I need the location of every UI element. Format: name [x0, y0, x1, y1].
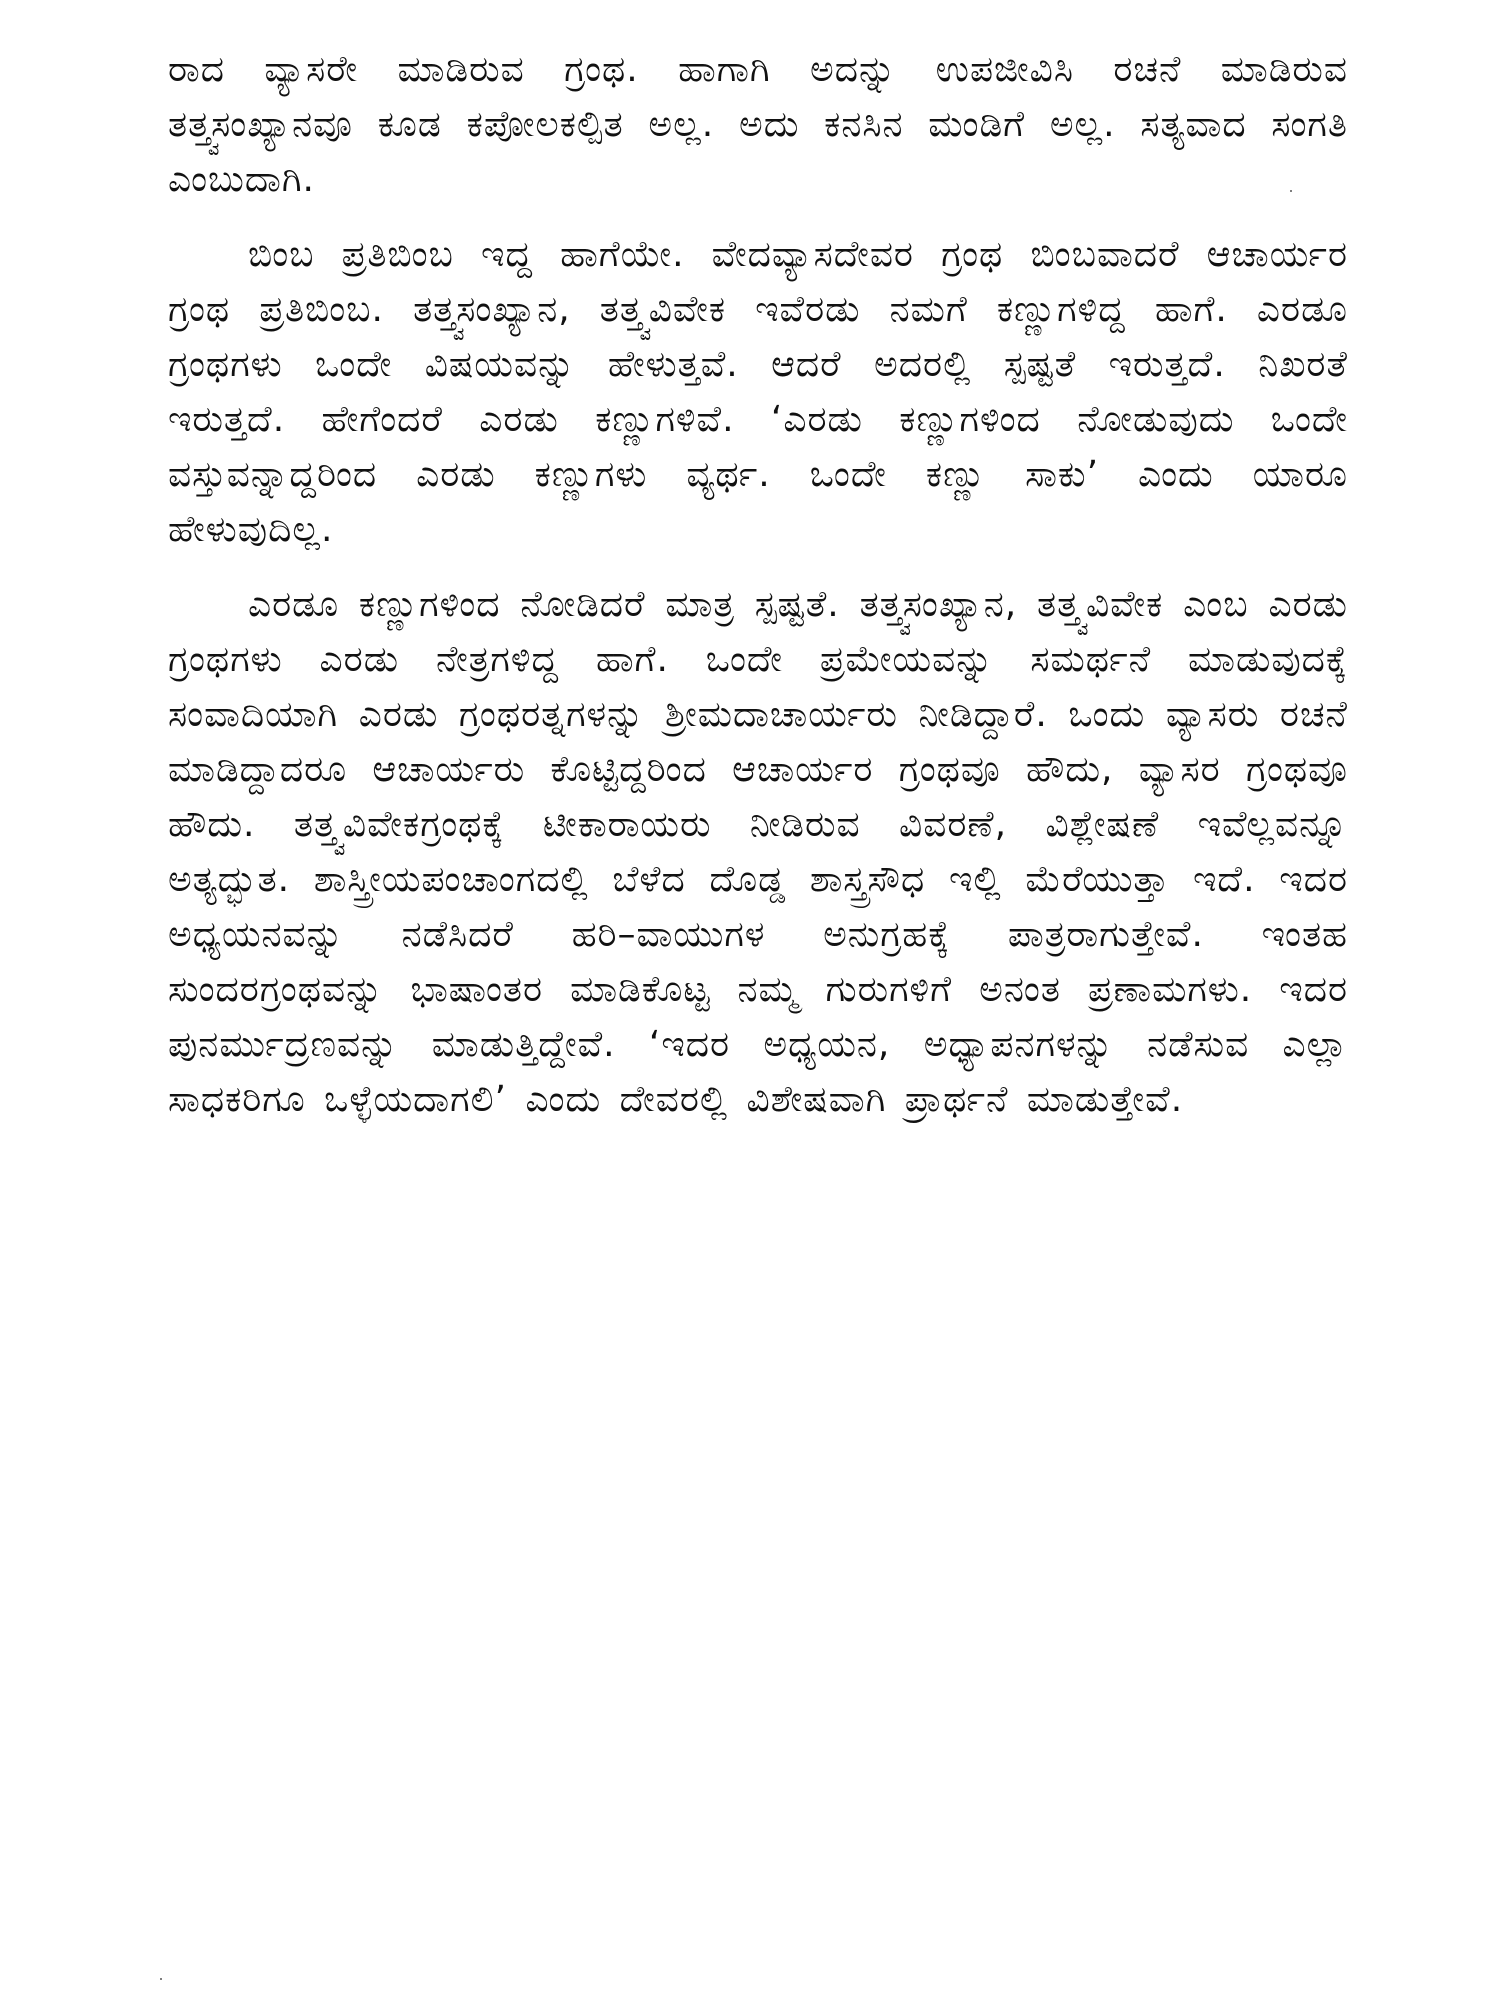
- body-text: [168, 42, 1348, 1147]
- paragraph-bimba-pratibimba: ಬಿಂಬ ಪ್ರತಿಬಿಂಬ ಇದ್ದ ಹಾಗೆಯೇ. ವೇದವ್ಯಾಸದೇವರ ಗ್ರಂಥ ಬಿಂಬವಾದರೆ ಆಚಾರ್ಯರ ಗ್ರಂಥ ಪ್ರತಿಬಿಂಬ. ತತ್ತ್ವಸಂಖ್ಯಾನ, ತತ್ತ್ವವಿವೇಕ ಇವೆರಡು ನಮಗೆ ಕಣ್ಣುಗಳಿದ್ದ ಹಾಗೆ. ಎರಡೂ ಗ್ರಂಥಗಳು ಒಂದೇ ವಿಷಯವನ್ನು ಹೇಳುತ್ತವೆ. ಆದರೆ ಅದರಲ್ಲಿ ಸ್ಪಷ್ಟತೆ ಇರುತ್ತದೆ. ನಿಖರತೆ ಇರುತ್ತದೆ. ಹೇಗೆಂದರೆ ಎರಡು ಕಣ್ಣುಗಳಿವೆ. ‘ಎರಡು ಕಣ್ಣುಗಳಿಂದ ನೋಡುವುದು ಒಂದೇ ವಸ್ತುವನ್ನಾದ್ದರಿಂದ ಎರಡು ಕಣ್ಣುಗಳು ವ್ಯರ್ಥ. ಒಂದೇ ಕಣ್ಣು ಸಾಕು’ ಎಂದು ಯಾರೂ ಹೇಳುವುದಿಲ್ಲ.: [168, 234, 1348, 550]
- scan-speck: [160, 1978, 162, 1980]
- paragraph-continuation: ರಾದ ವ್ಯಾಸರೇ ಮಾಡಿರುವ ಗ್ರಂಥ. ಹಾಗಾಗಿ ಅದನ್ನು ಉಪಜೀವಿಸಿ ರಚನೆ ಮಾಡಿರುವ ತತ್ತ್ವಸಂಖ್ಯಾನವೂ ಕೂಡ ಕಪೋಲಕಲ್ಪಿತ ಅಲ್ಲ. ಅದು ಕನಸಿನ ಮಂಡಿಗೆ ಅಲ್ಲ. ಸತ್ಯವಾದ ಸಂಗತಿ ಎಂಬುದಾಗಿ.: [168, 49, 1348, 200]
- paragraph-two-eyes: ಎರಡೂ ಕಣ್ಣುಗಳಿಂದ ನೋಡಿದರೆ ಮಾತ್ರ ಸ್ಪಷ್ಟತೆ. ತತ್ತ್ವಸಂಖ್ಯಾನ, ತತ್ತ್ವವಿವೇಕ ಎಂಬ ಎರಡು ಗ್ರಂಥಗಳು ಎರಡು ನೇತ್ರಗಳಿದ್ದ ಹಾಗೆ. ಒಂದೇ ಪ್ರಮೇಯವನ್ನು ಸಮರ್ಥನೆ ಮಾಡುವುದಕ್ಕೆ ಸಂವಾದಿಯಾಗಿ ಎರಡು ಗ್ರಂಥರತ್ನಗಳನ್ನು ಶ್ರೀಮದಾಚಾರ್ಯರು ನೀಡಿದ್ದಾರೆ. ಒಂದು ವ್ಯಾಸರು ರಚನೆ ಮಾಡಿದ್ದಾದರೂ ಆಚಾರ್ಯರು ಕೊಟ್ಟಿದ್ದರಿಂದ ಆಚಾರ್ಯರ ಗ್ರಂಥವೂ ಹೌದು, ವ್ಯಾಸರ ಗ್ರಂಥವೂ ಹೌದು. ತತ್ತ್ವವಿವೇಕಗ್ರಂಥಕ್ಕೆ ಟೀಕಾರಾಯರು ನೀಡಿರುವ ವಿವರಣೆ, ವಿಶ್ಲೇಷಣೆ ಇವೆಲ್ಲವನ್ನೂ ಅತ್ಯದ್ಭುತ. ಶಾಸ್ತ್ರೀಯಪಂಚಾಂಗದಲ್ಲಿ ಬೆಳೆದ ದೊಡ್ಡ ಶಾಸ್ತ್ರಸೌಧ ಇಲ್ಲಿ ಮೆರೆಯುತ್ತಾ ಇದೆ. ಇದರ ಅಧ್ಯಯನವನ್ನು ನಡೆಸಿದರೆ ಹರಿ–ವಾಯುಗಳ ಅನುಗ್ರಹಕ್ಕೆ ಪಾತ್ರರಾಗುತ್ತೇವೆ. ಇಂತಹ ಸುಂದರಗ್ರಂಥವನ್ನು ಭಾಷಾಂತರ ಮಾಡಿಕೊಟ್ಟ ನಮ್ಮ ಗುರುಗಳಿಗೆ ಅನಂತ ಪ್ರಣಾಮಗಳು. ಇದರ ಪುನರ್ಮುದ್ರಣವನ್ನು ಮಾಡುತ್ತಿದ್ದೇವೆ. ‘ಇದರ ಅಧ್ಯಯನ, ಅಧ್ಯಾಪನಗಳನ್ನು ನಡೆಸುವ ಎಲ್ಲಾ ಸಾಧಕರಿಗೂ ಒಳ್ಳೆಯದಾಗಲಿ’ ಎಂದು ದೇವರಲ್ಲಿ ವಿಶೇಷವಾಗಿ ಪ್ರಾರ್ಥನೆ ಮಾಡುತ್ತೇವೆ.: [168, 584, 1348, 1120]
- scan-speck: [1290, 190, 1292, 192]
